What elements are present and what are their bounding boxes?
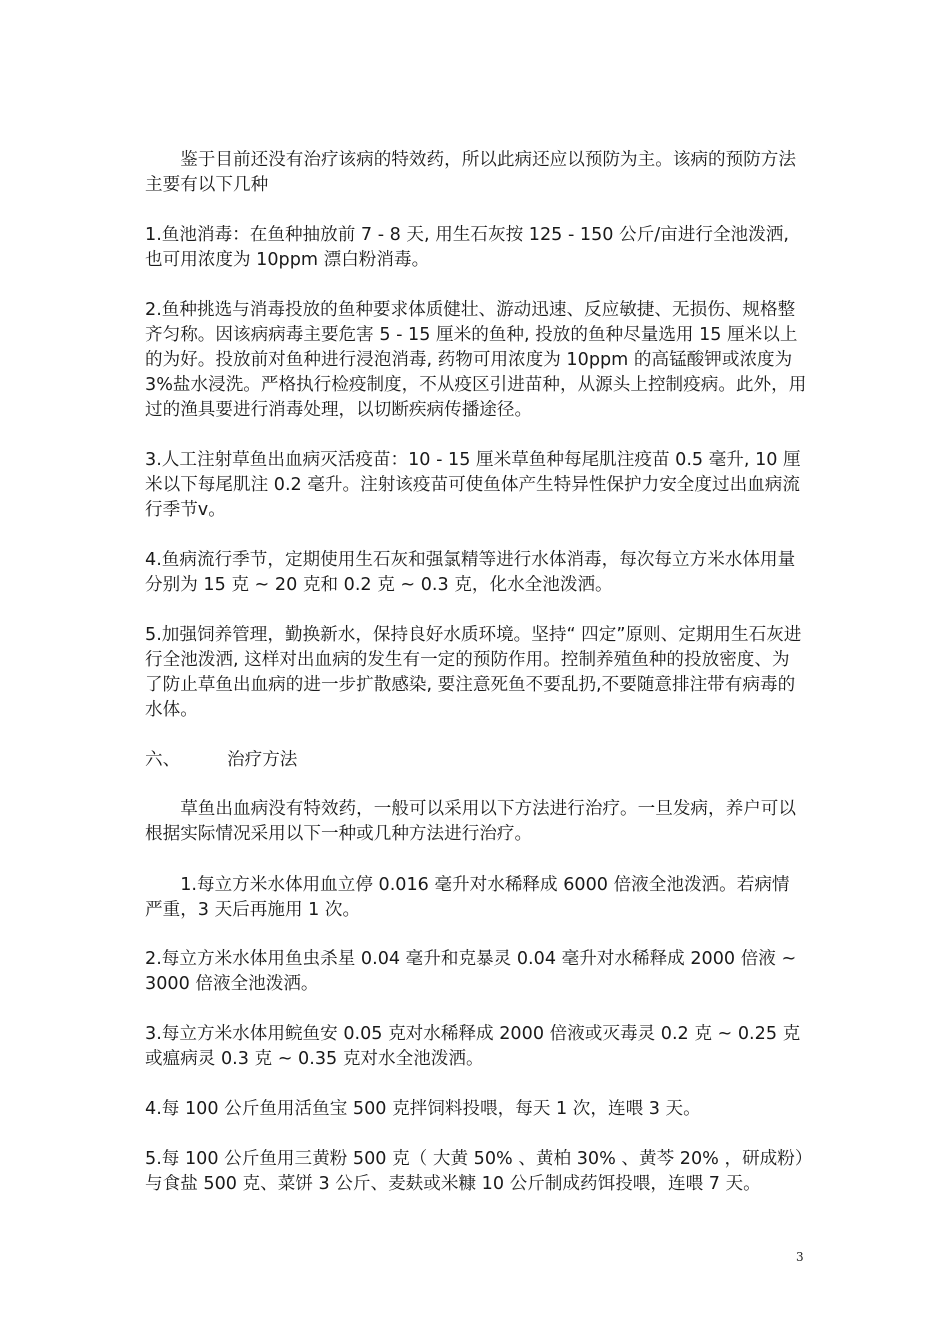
- section-title: 治疗方法: [227, 750, 298, 770]
- treatment-item-1: 1.每立方米水体用血立停 0.016 毫升对水稀释成 6000 倍液全池泼洒。若病情严重，3 天后再施用 1 次。: [145, 875, 790, 920]
- prevention-item-5: 5.加强饲养管理，勤换新水，保持良好水质环境。坚持“ 四定”原则、定期用生石灰进行全池泼洒, 这样对出血病的发生有一定的预防作用。控制养殖鱼种的投放密度、为了防止草鱼出血病的进一步扩散感染, 要注意死鱼不要乱扔,不要随意排注带有病毒的水体。: [145, 625, 802, 720]
- prevention-intro-paragraph: 鉴于目前还没有治疗该病的特效药，所以此病还应以预防为主。该病的预防方法主要有以下几种: [145, 150, 796, 195]
- treatment-item-2: 2.每立方米水体用鱼虫杀星 0.04 毫升和克暴灵 0.04 毫升对水稀释成 2000 倍液 ~ 3000 倍液全池泼洒。: [145, 949, 802, 994]
- prevention-item-3: 3.人工注射草鱼出血病灭活疫苗：10 - 15 厘米草鱼种每尾肌注疫苗 0.5 毫升, 10 厘米以下每尾肌注 0.2 毫升。注射该疫苗可使鱼体产生特异性保护力安全度过出血病流行季节v。: [145, 450, 801, 520]
- section-number: 六、: [145, 750, 181, 770]
- treatment-item-4: 4.每 100 公斤鱼用活鱼宝 500 克拌饲料投喂，每天 1 次，连喂 3 天。: [145, 1099, 701, 1119]
- treatment-item-5: 5.每 100 公斤鱼用三黄粉 500 克（ 大黄 50% 、黄柏 30% 、黄芩 20% ，研成粉）与食盐 500 克、菜饼 3 公斤、麦麸或米糠 10 公斤制成药饵投喂，连喂 7 天。: [145, 1149, 804, 1194]
- section-heading-treatment: [145, 748, 297, 773]
- prevention-item-1: 1.鱼池消毒：在鱼种抽放前 7 - 8 天, 用生石灰按 125 - 150 公斤/亩进行全池泼洒, 也可用浓度为 10ppm 漂白粉消毒。: [145, 225, 795, 270]
- treatment-item-3: 3.每立方米水体用鲩鱼安 0.05 克对水稀释成 2000 倍液或灭毒灵 0.2 克 ~ 0.25 克或瘟病灵 0.3 克 ~ 0.35 克对水全池泼洒。: [145, 1024, 801, 1069]
- prevention-item-2: 2.鱼种挑选与消毒投放的鱼种要求体质健壮、游动迅速、反应敏捷、无损伤、规格整齐匀称。因该病病毒主要危害 5 - 15 厘米的鱼种, 投放的鱼种尽量选用 15 厘米以上的为好。投放前对鱼种进行浸泡消毒, 药物可用浓度为 10ppm 的高锰酸钾或浓度为 3%盐水浸洗。严格执行检疫制度，不从疫区引进苗种，从源头上控制疫病。此外，用过的渔具要进行消毒处理，以切断疾病传播途径。: [145, 300, 807, 420]
- prevention-item-4: 4.鱼病流行季节，定期使用生石灰和强氯精等进行水体消毒，每次每立方米水体用量分别为 15 克 ~ 20 克和 0.2 克 ~ 0.3 克，化水全池泼洒。: [145, 550, 796, 595]
- treatment-intro-paragraph: 草鱼出血病没有特效药，一般可以采用以下方法进行治疗。一旦发病，养户可以根据实际情况采用以下一种或几种方法进行治疗。: [145, 799, 796, 844]
- page-number: 3: [796, 1250, 804, 1264]
